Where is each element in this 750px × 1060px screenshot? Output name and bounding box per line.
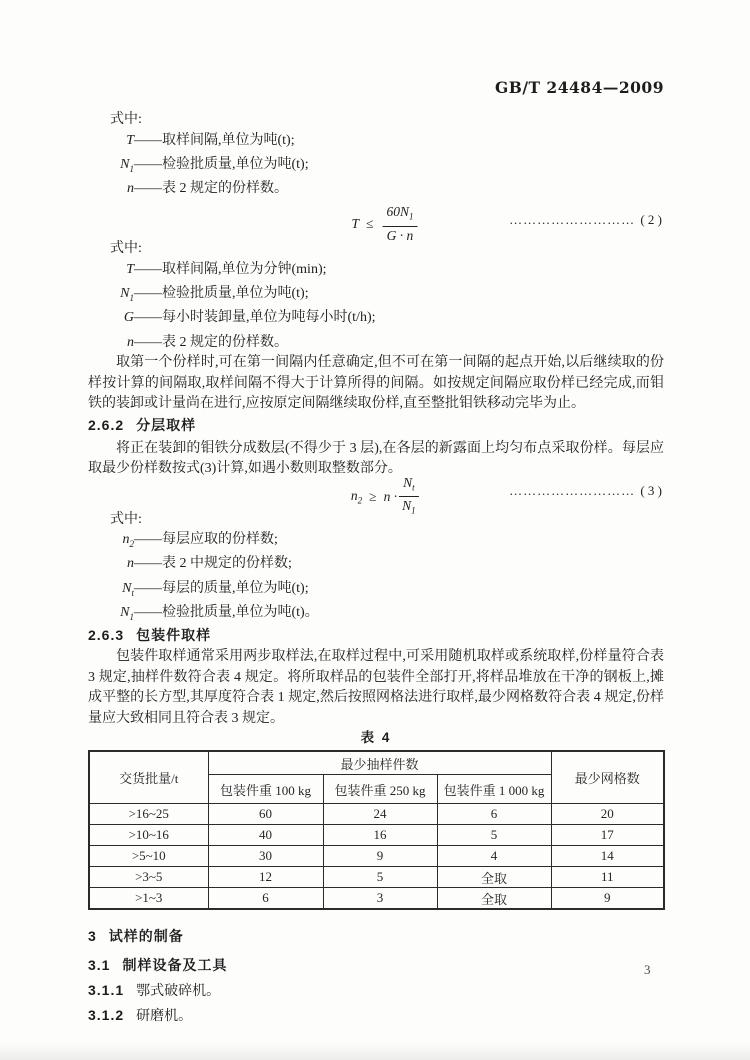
table-cell: 24 bbox=[323, 804, 437, 825]
table-header-row-group bbox=[89, 751, 664, 775]
table-row bbox=[89, 888, 664, 910]
table-cell: 6 bbox=[437, 804, 551, 825]
heading-2-6-2 bbox=[88, 415, 664, 437]
equation-2-reference bbox=[509, 212, 662, 228]
table-4-title: 表 4 bbox=[360, 730, 392, 746]
clause-3-1-2 bbox=[88, 1005, 664, 1027]
header-package-250kg: 包装件重 250 kg bbox=[323, 775, 437, 804]
equation-3-expression: $n_2$ ≥ n · $\frac{N_t}{N_1}$ bbox=[351, 475, 421, 519]
page-number: 3 bbox=[644, 962, 651, 977]
clause-number: 2.6.2 bbox=[88, 416, 125, 433]
clause-number: 3.1 bbox=[88, 957, 111, 974]
variable-description: ——表 2 规定的份样数。 bbox=[134, 181, 288, 197]
where-item bbox=[88, 308, 664, 332]
where-item bbox=[88, 603, 664, 627]
clause-text: 研磨机。 bbox=[136, 1009, 193, 1025]
where-item bbox=[88, 179, 664, 203]
table-cell: 17 bbox=[551, 825, 664, 846]
table-cell: 全取 bbox=[437, 888, 551, 910]
variable-description: ——每层应取的份样数; bbox=[134, 532, 278, 548]
equation-number: ( 3 ) bbox=[640, 482, 662, 498]
table-cell: 30 bbox=[208, 846, 323, 867]
where-item bbox=[88, 554, 664, 578]
variable-description: ——取样间隔,单位为吨(t); bbox=[134, 132, 295, 148]
table-row bbox=[89, 825, 664, 846]
heading-3-1 bbox=[88, 955, 664, 977]
paragraph-packaged-sampling: 包装件取样通常采用两步取样法,在取样过程中,可采用随机取样或系统取样,份样量符合表 3 规定,抽样件数符合表 4 规定。将所取样品的包装件全部打开,将样品堆放在干净的钢板上,摊成平整的长方型,其厚度符合表 1 规定,然后按照网格法进行取样,最少网格数符合表 4 规定,份样量应大致相同且符合表 3 规定。 bbox=[88, 649, 664, 726]
scan-artifact bbox=[0, 1042, 750, 1060]
page-content bbox=[88, 78, 664, 1027]
where-intro: 式中: bbox=[110, 241, 142, 257]
where-list-2 bbox=[88, 239, 664, 357]
equation-2-expression: T ≤ $\frac{60N_1}{G \cdot n}$ bbox=[352, 204, 420, 243]
header-min-sampled-packages: 最少抽样件数 bbox=[208, 751, 551, 775]
heading-3 bbox=[88, 926, 664, 948]
equation-3-reference bbox=[509, 483, 662, 499]
clause-number: 3.1.1 bbox=[88, 982, 125, 999]
table-4 bbox=[88, 750, 665, 910]
clause-title: 制样设备及工具 bbox=[122, 957, 228, 974]
table-row bbox=[89, 846, 664, 867]
equation-number: ( 2 ) bbox=[640, 212, 662, 228]
where-item bbox=[88, 530, 664, 554]
header-package-100kg: 包装件重 100 kg bbox=[208, 775, 323, 804]
table-cell: 9 bbox=[323, 846, 437, 867]
variable-symbol: $n_2$ bbox=[122, 532, 134, 549]
clause-number: 2.6.3 bbox=[88, 627, 125, 644]
variable-description: ——每层的质量,单位为吨(t); bbox=[134, 580, 309, 596]
variable-description: ——每小时装卸量,单位为吨每小时(t/h); bbox=[134, 310, 376, 326]
paragraph-layered-sampling: 将正在装卸的钼铁分成数层(不得少于 3 层),在各层的新露面上均匀布点采取份样。每层应取最少份样数按式(3)计算,如遇小数则取整数部分。 bbox=[88, 440, 664, 477]
standard-number: GB/T 24484—2009 bbox=[495, 78, 664, 97]
variable-symbol: n bbox=[127, 181, 134, 197]
variable-symbol: n bbox=[127, 556, 134, 572]
where-item bbox=[88, 131, 664, 155]
variable-symbol: T bbox=[126, 261, 134, 277]
variable-description: ——取样间隔,单位为分钟(min); bbox=[134, 261, 327, 277]
dot-leader: ……………………… bbox=[509, 212, 636, 228]
table-cell: >10~16 bbox=[89, 825, 208, 846]
variable-symbol: $N_t$ bbox=[122, 580, 134, 598]
table-cell: 6 bbox=[208, 888, 323, 910]
table-cell: 40 bbox=[208, 825, 323, 846]
clause-text: 鄂式破碎机。 bbox=[136, 984, 221, 1000]
fraction: $\frac{N_t}{N_1}$ bbox=[399, 475, 419, 519]
table-cell: 60 bbox=[208, 804, 323, 825]
where-item bbox=[88, 260, 664, 284]
equation-3 bbox=[88, 474, 664, 516]
table-row bbox=[89, 804, 664, 825]
table-cell: >3~5 bbox=[89, 867, 208, 888]
equation-2 bbox=[88, 203, 664, 244]
variable-symbol: n bbox=[127, 334, 134, 350]
where-item bbox=[88, 284, 664, 308]
clause-title: 包装件取样 bbox=[136, 627, 212, 644]
heading-2-6-3 bbox=[88, 625, 664, 647]
variable-symbol: G bbox=[123, 310, 134, 326]
table-row bbox=[89, 867, 664, 888]
where-intro: 式中: bbox=[110, 511, 142, 527]
variable-description: ——表 2 规定的份样数。 bbox=[134, 334, 288, 350]
where-intro: 式中: bbox=[110, 112, 142, 127]
paragraph-first-increment: 取第一个份样时,可在第一间隔内任意确定,但不可在第一间隔的起点开始,以后继续取的份样按计算的间隔取,取样间隔不得大于计算所得的间隔。如按规定间隔应取份样已经完成,而钼铁的装卸或计量尚在进行,应按原定间隔继续取份样,直至整批钼铁移动完毕为止。 bbox=[88, 355, 664, 412]
variable-description: ——检验批质量,单位为吨(t); bbox=[134, 156, 309, 172]
variable-symbol: $N_1$ bbox=[120, 286, 134, 303]
table-cell: 3 bbox=[323, 888, 437, 910]
variable-symbol: T bbox=[126, 132, 134, 148]
where-list-1 bbox=[88, 110, 664, 203]
table-cell: >5~10 bbox=[89, 846, 208, 867]
table-cell: 9 bbox=[551, 888, 664, 910]
variable-description: ——检验批质量,单位为吨(t); bbox=[134, 286, 309, 302]
table-cell: 14 bbox=[551, 846, 664, 867]
variable-description: ——检验批质量,单位为吨(t)。 bbox=[134, 604, 319, 620]
clause-title: 试样的制备 bbox=[108, 928, 184, 945]
table-cell: 20 bbox=[551, 804, 664, 825]
clause-number: 3 bbox=[88, 928, 97, 945]
fraction: $\frac{60N_1}{G \cdot n}$ bbox=[382, 204, 417, 243]
where-item bbox=[88, 579, 664, 603]
variable-symbol: $N_1$ bbox=[120, 156, 134, 174]
clause-3-1-1 bbox=[88, 980, 664, 1002]
clause-title: 分层取样 bbox=[136, 416, 197, 433]
table-cell: >16~25 bbox=[89, 804, 208, 825]
table-cell: >1~3 bbox=[89, 888, 208, 910]
variable-description: ——表 2 中规定的份样数; bbox=[134, 556, 292, 572]
header-min-grids: 最少网格数 bbox=[551, 751, 664, 804]
header-batch-quantity: 交货批量/t bbox=[89, 751, 208, 804]
where-item bbox=[88, 155, 664, 179]
where-list-3 bbox=[88, 510, 664, 628]
dot-leader: ……………………… bbox=[509, 482, 636, 498]
table-cell: 5 bbox=[323, 867, 437, 888]
clause-number: 3.1.2 bbox=[88, 1007, 125, 1024]
table-cell: 16 bbox=[323, 825, 437, 846]
table-cell: 4 bbox=[437, 846, 551, 867]
variable-symbol: $N_1$ bbox=[120, 604, 134, 622]
table-cell: 12 bbox=[208, 867, 323, 888]
table-cell: 5 bbox=[437, 825, 551, 846]
header-package-1000kg: 包装件重 1 000 kg bbox=[437, 775, 551, 804]
table-cell: 全取 bbox=[437, 867, 551, 888]
table-cell: 11 bbox=[551, 867, 664, 888]
